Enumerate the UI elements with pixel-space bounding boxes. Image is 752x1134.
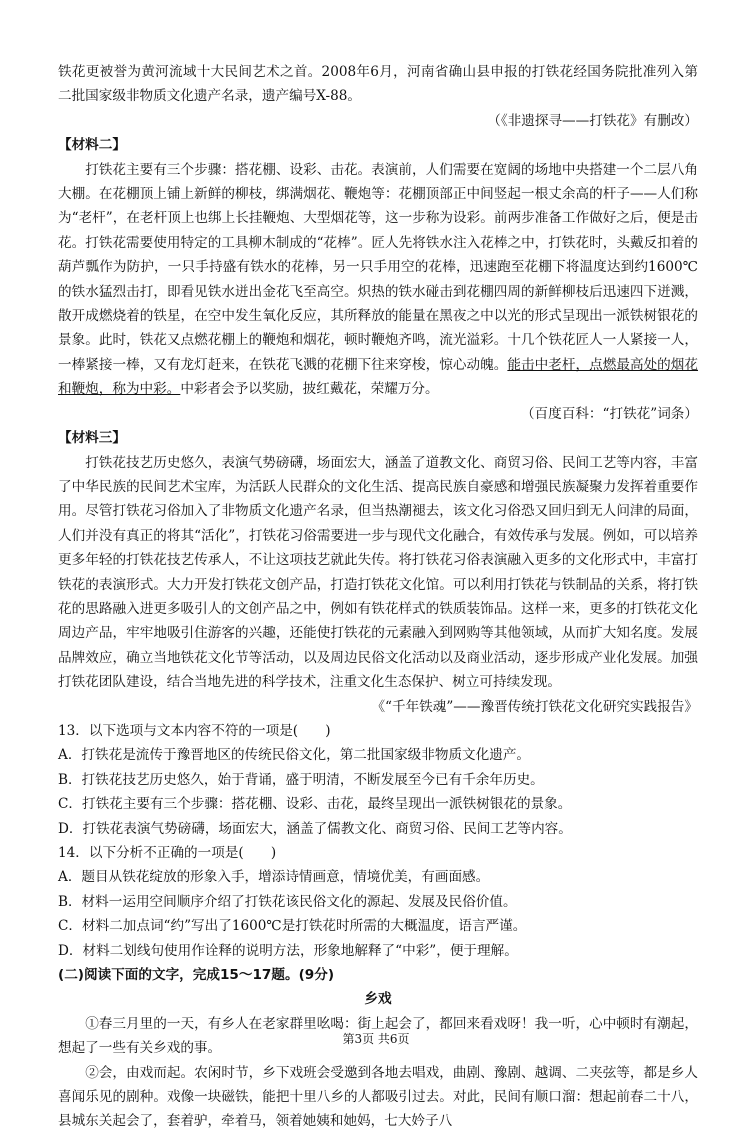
question-14-option-c: C．材料二加点词“约”写出了1600℃是打铁花时所需的大概温度，语言严谨。 xyxy=(58,918,527,935)
material3-heading: 【材料三】 xyxy=(58,430,126,447)
question-14-option-a: A．题目从铁花绽放的形象入手，增添诗情画意，情境优美，有画面感。 xyxy=(58,869,490,886)
material2-underlined-sentence: 能击中老杆，点燃最高处的烟花和鞭炮，称为中彩。 xyxy=(58,356,699,398)
material2-text: 打铁花主要有三个步骤：搭花棚、设彩、击花。表演前，人们需要在宽阔的场地中央搭建一个二层八角大棚。在花棚顶上铺上新鲜的柳枝，绑满烟花、鞭炮等：花棚顶部正中间竖起一根丈余高的杆子——人们称为“老杆”，在老杆顶上也绑上长挂鞭炮、大型烟花等，这一步称为设彩。前两步准备工作做好之后，便是击花。打铁花需要使用特定的工具柳木制成的“花棒”。匠人先将铁水注入花棒之中，打铁花时，头戴反扣着的葫芦瓢作为防护，一只手持盛有铁水的花棒，另一只手用空的花棒，迅速跑至花棚下将温度达到约1600℃的铁水猛烈击打，即看见铁水迸出金花飞至高空。炽热的铁水碰击到花棚四周的新鲜柳枝后迅速四下迸溅，散开成燃烧着的铁星，在空中发生氧化反应，其所释放的能量在黑夜之中以光的形式呈现出一派铁树银花的景象。此时，铁花又点燃花棚上的鞭炮和烟花，顿时鞭炮齐鸣，流光溢彩。十几个铁花匠人一人紧接一人，一棒紧接一棒，又有龙灯赶来，在铁花飞溅的花棚下往来穿梭，惊心动魄。 xyxy=(58,161,698,373)
story-title: 乡戏 xyxy=(364,991,392,1008)
question-13-option-c: C．打铁花主要有三个步骤：搭花棚、设彩、击花，最终呈现出一派铁树银花的景象。 xyxy=(58,796,572,813)
question-13-option-d: D．打铁花表演气势磅礴，场面宏大，涵盖了儒教文化、商贸习俗、民间工艺等内容。 xyxy=(58,820,572,837)
material1-source: （《非遗探寻——打铁花》有删改） xyxy=(487,112,698,129)
material1-tail: 铁花更被誉为黄河流域十大民间艺术之首。2008年6月，河南省确山县申报的打铁花经国务院批准列入第二批国家级非物质文化遗产名录，遗产编号X-88。 xyxy=(58,64,698,105)
question-13-option-b: B．打铁花技艺历史悠久，始于背诵，盛于明清，不断发展至今已有千余年历史。 xyxy=(58,771,544,788)
question-14-option-b: B．材料一运用空间顺序介绍了打铁花该民俗文化的源起、发展及民俗价值。 xyxy=(58,893,517,910)
section-2-heading: (二)阅读下面的文字，完成15～17题。(9分) xyxy=(58,967,335,984)
material3-body: 打铁花技艺历史悠久，表演气势磅礴，场面宏大，涵盖了道教文化、商贸习俗、民间工艺等内容，丰富了中华民族的民间艺术宝库，为活跃人民群众的文化生活、提高民族自豪感和增强民族凝聚力发挥着重要作用。尽管打铁花习俗加入了非物质文化遗产名录，但当热潮褪去，该文化习俗恐又回归到无人问津的局面，人们并没有真正的将其“活化”，打铁花习俗需要进一步与现代文化融合，有效传承与发展。例如，可以培养更多年轻的打铁花技艺传承人，不让这项技艺就此失传。将打铁花习俗表演融入更多的文化形式中，丰富打铁花的表演形式。大力开发打铁花文创产品，打造打铁花文化馆。可以利用打铁花与铁制品的关系，将打铁花的思路融入进更多吸引人的文创产品之中，例如有铁花样式的铁质装饰品。这样一来，更多的打铁花文化周边产品，牢牢地吸引住游客的兴趣，还能使打铁花的元素融入到网购等其他领域，从而扩大知名度。发展品牌效应，确立当地铁花文化节等活动，以及周边民俗文化活动以及商业活动，逐步形成产业化发展。加强打铁花团队建设，结合当地先进的科学技术，注重文化生态保护、树立可持续发现。 xyxy=(58,454,698,691)
story-paragraph-1: ①春三月里的一天，有乡人在老家群里吆喝：街上起会了，都回来看戏呀！我一听，心中顿时有潮起，想起了一些有关乡戏的事。 xyxy=(58,1015,698,1057)
question-13-stem: 13．以下选项与文本内容不符的一项是( ) xyxy=(58,722,331,739)
question-13-option-a: A．打铁花是流传于豫晋地区的传统民俗文化，第二批国家级非物质文化遗产。 xyxy=(58,747,531,764)
question-14-option-d: D．材料二划线句使用作诠释的说明方法，形象地解释了“中彩”，便于理解。 xyxy=(58,942,518,959)
material2-after-text: 中彩者会予以奖励，披红戴花，荣耀万分。 xyxy=(180,381,439,398)
material2-heading: 【材料二】 xyxy=(58,137,126,154)
story-paragraph-2: ②会，由戏而起。农闲时节，乡下戏班会受邀到各地去唱戏，曲剧、豫剧、越调、二夹弦等，都是乡人喜闻乐见的剧种。戏像一块磁铁，能把十里八乡的人都吸引过去。对此，民间有顺口溜：想起前春二十八，县城东关起会了，套着驴，牵着马，领着她姨和她妈，七大妗子八 xyxy=(58,1064,698,1130)
page-content xyxy=(58,60,698,1134)
material2-body xyxy=(58,158,698,402)
page-footer: 第3页 共6页 xyxy=(342,1032,410,1046)
material2-source: （百度百科：“打铁花”词条） xyxy=(520,405,698,422)
question-14-stem: 14．以下分析不正确的一项是( ) xyxy=(58,845,277,861)
material3-source: 《“千年铁魂”——豫晋传统打铁花文化研究实践报告》 xyxy=(371,698,698,715)
